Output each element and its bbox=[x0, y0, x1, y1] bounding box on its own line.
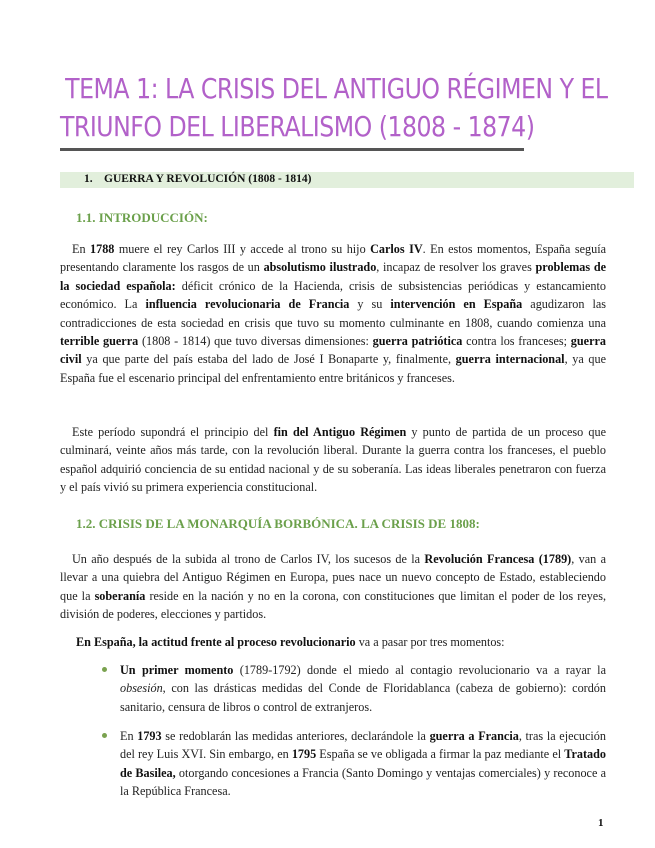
paragraph-revolucion-francesa: Un año después de la subida al trono de Carlos IV, los sucesos de la Revolución Francesa (1789), van a llevar a una quiebra del Antiguo Régimen en Europa, pues nace un nuevo concepto de Estado, estableciendo que la soberanía reside en la nación y no en la corona, con constituciones que limitan el poder de los reyes, división de poderes, elecciones y partidos. bbox=[60, 552, 606, 622]
title-underline bbox=[60, 148, 524, 151]
title-line-1: TEMA 1: LA CRISIS DEL ANTIGUO RÉGIMEN Y EL bbox=[65, 73, 608, 105]
list-item-1793: En 1793 se redoblarán las medidas anteriores, declarándole la guerra a Francia, tras la ejecución del rey Luis XVI. Sin embargo, en 1795 España se ve obligada a firmar la paz mediante el Tratado de Basilea, otorgando concesiones a Francia (Santo Domingo y ventajas comerciales) y reconoce a la República Francesa. bbox=[120, 729, 606, 799]
subsection-heading-introduccion: 1.1. INTRODUCCIÓN: bbox=[76, 210, 208, 225]
section-label: GUERRA Y REVOLUCIÓN (1808 - 1814) bbox=[104, 173, 312, 185]
page-title bbox=[60, 70, 608, 146]
page-number: 1 bbox=[598, 817, 604, 829]
bullet-icon bbox=[102, 733, 107, 738]
section-heading-bar bbox=[60, 172, 634, 188]
paragraph-tres-momentos: En España, la actitud frente al proceso revolucionario va a pasar por tres momentos: bbox=[76, 635, 505, 649]
bullet-icon bbox=[102, 667, 107, 672]
paragraph-intro: En 1788 muere el rey Carlos III y accede al trono su hijo Carlos IV. En estos momentos, España seguía presentando claramente los rasgos de un absolutismo ilustrado, incapaz de resolver los graves problemas de la sociedad española: déficit crónico de la Hacienda, crisis de subsistencias periódicas y estancamiento económico. La influencia revolucionaria de Francia y su intervención en España agudizaron las contradicciones de esta sociedad en crisis que tuvo su momento culminante en 1808, cuando comienza una terrible guerra (1808 - 1814) que tuvo diversas dimensiones: guerra patriótica contra los franceses; guerra civil ya que parte del país estaba del lado de José I Bonaparte y, finalmente, guerra internacional, ya que España fue el escenario principal del enfrentamiento entre británicos y franceses. bbox=[60, 242, 607, 385]
section-number: 1. bbox=[84, 173, 93, 185]
title-line-2: TRIUNFO DEL LIBERALISMO (1808 - 1874) bbox=[60, 111, 535, 143]
subsection-heading-crisis-1808: 1.2. CRISIS DE LA MONARQUÍA BORBÓNICA. LA CRISIS DE 1808: bbox=[76, 516, 480, 531]
list-item-primer-momento: Un primer momento (1789-1792) donde el miedo al contagio revolucionario va a rayar la obsesión, con las drásticas medidas del Conde de Floridablanca (cabeza de gobierno): cordón sanitario, censura de libros o control de extranjeros. bbox=[120, 663, 606, 714]
paragraph-fin-antiguo-regimen: Este período supondrá el principio del fin del Antiguo Régimen y punto de partida de un proceso que culminará, veinte años más tarde, con la revolución liberal. Durante la guerra contra los franceses, el pueblo español adquirió conciencia de su entidad nacional y de su soberanía. Las ideas liberales penetraron con fuerza y el país vivió su primera experiencia constitucional. bbox=[60, 425, 606, 495]
